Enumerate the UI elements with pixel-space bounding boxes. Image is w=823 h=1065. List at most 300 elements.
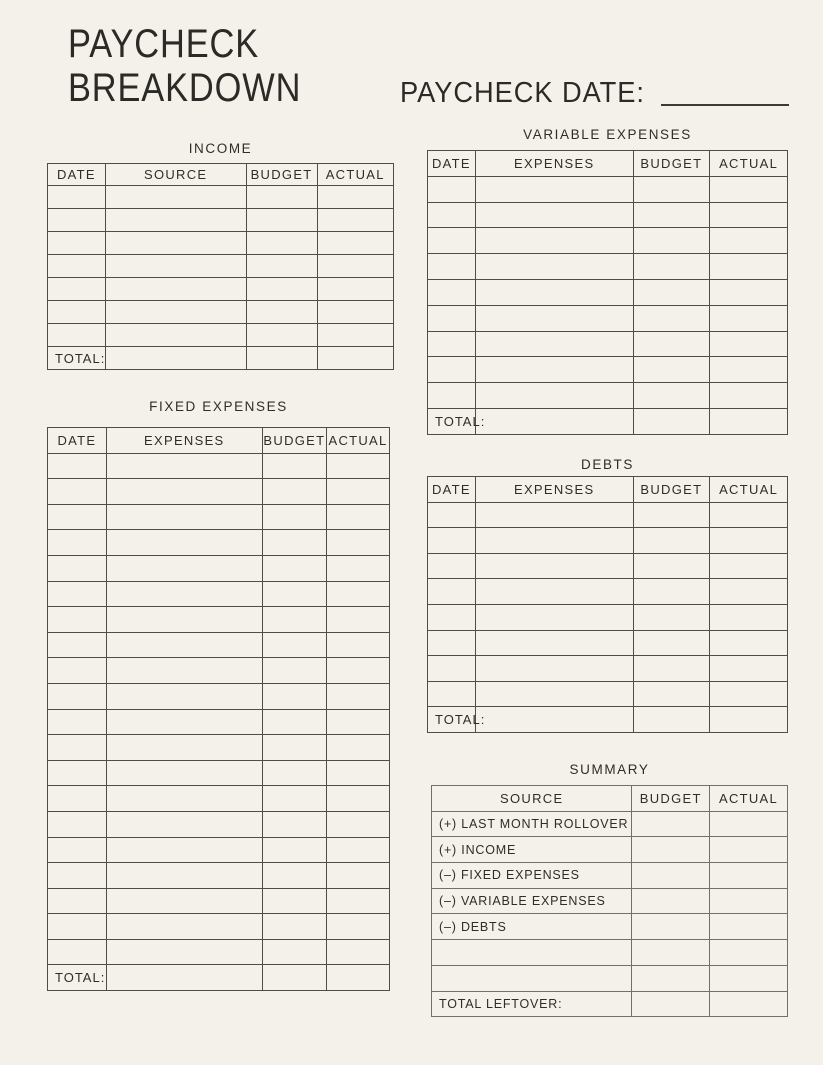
fixed_expenses-row [48,581,390,607]
debts-cell [475,528,633,554]
income-total-label: TOTAL: [48,347,106,370]
variable_expenses-cell [633,279,710,305]
income-cell [48,324,106,347]
fixed_expenses-cell [106,735,262,761]
summary-row [432,965,788,991]
variable_expenses-cell [475,202,633,228]
fixed_expenses-cell [106,786,262,812]
variable_expenses-cell [633,331,710,357]
income-cell [105,347,246,370]
variable_expenses-row [428,383,788,409]
fixed_expenses-cell [327,965,390,991]
variable_expenses-row [428,202,788,228]
variable_expenses-cell [633,305,710,331]
fixed_expenses-cell [262,504,326,530]
fixed_expenses-cell [262,555,326,581]
variable_expenses-cell [633,176,710,202]
fixed_expenses-col-header-budget: BUDGET [262,428,326,454]
summary-table [431,785,788,1017]
income-col-header-date: DATE [48,164,106,186]
variable_expenses-row [428,331,788,357]
fixed_expenses-cell [48,760,107,786]
fixed_expenses-header-row [48,428,390,454]
fixed_expenses-row [48,453,390,479]
fixed_expenses-cell [327,632,390,658]
income-cell [246,278,317,301]
summary-total-label: TOTAL LEFTOVER: [432,991,632,1017]
fixed_expenses-row [48,735,390,761]
income-cell [48,278,106,301]
summary-row [432,863,788,889]
variable_expenses-row [428,254,788,280]
debts-cell [633,630,710,656]
variable_expenses-cell [428,357,476,383]
fixed_expenses-cell [327,837,390,863]
fixed_expenses-row [48,530,390,556]
fixed_expenses-cell [262,530,326,556]
fixed_expenses-row [48,683,390,709]
summary-header-row [432,786,788,812]
debts-cell [428,502,476,528]
income-row [48,255,394,278]
fixed_expenses-row [48,479,390,505]
fixed_expenses-cell [327,504,390,530]
variable_expenses-cell [428,331,476,357]
variable_expenses-cell [428,202,476,228]
summary-cell [632,914,710,940]
debts-cell [475,681,633,707]
fixed_expenses-cell [106,888,262,914]
income-table-container [47,163,394,370]
variable_expenses-cell [475,228,633,254]
income-cell [246,209,317,232]
fixed_expenses-cell [262,965,326,991]
summary-cell [710,991,788,1017]
fixed_expenses-cell [327,607,390,633]
variable_expenses-col-header-budget: BUDGET [633,151,710,177]
income-row [48,186,394,209]
fixed_expenses-cell [106,965,262,991]
income-row [48,301,394,324]
fixed_expenses-row [48,786,390,812]
summary-row-label: (+) LAST MONTH ROLLOVER [432,811,632,837]
summary-row [432,940,788,966]
fixed_expenses-cell [327,683,390,709]
fixed_expenses-cell [106,504,262,530]
fixed_expenses-cell [327,658,390,684]
fixed_expenses-cell [106,581,262,607]
fixed_expenses-cell [106,914,262,940]
income-cell [105,324,246,347]
summary-row [432,888,788,914]
fixed_expenses-total-label: TOTAL: [48,965,107,991]
fixed_expenses-cell [262,479,326,505]
debts-table [427,476,788,733]
variable_expenses-cell [633,408,710,434]
debts-cell [475,656,633,682]
debts-cell [475,630,633,656]
variable_expenses-cell [633,254,710,280]
debts-cell [428,656,476,682]
variable_expenses-col-header-actual: ACTUAL [710,151,788,177]
debts-cell [633,604,710,630]
summary-total-row [432,991,788,1017]
variable_expenses-row [428,357,788,383]
fixed_expenses-cell [262,914,326,940]
summary-cell [632,940,710,966]
fixed_expenses-cell [48,581,107,607]
fixed_expenses-cell [48,658,107,684]
summary-cell [710,837,788,863]
fixed_expenses-cell [106,479,262,505]
fixed_expenses-cell [106,709,262,735]
debts-col-header-date: DATE [428,477,476,503]
variable_expenses-cell [475,305,633,331]
fixed_expenses-cell [327,555,390,581]
page-title-line-2: BREAKDOWN [68,66,302,110]
fixed_expenses-cell [106,837,262,863]
fixed_expenses-cell [48,735,107,761]
income-col-header-source: SOURCE [105,164,246,186]
fixed_expenses-cell [327,888,390,914]
debts-cell [710,579,788,605]
debts-cell [475,553,633,579]
variable_expenses-cell [428,305,476,331]
fixed_expenses-cell [262,632,326,658]
fixed_expenses-row [48,632,390,658]
fixed_expenses-cell [106,555,262,581]
fixed_expenses-cell [327,786,390,812]
debts-cell [633,681,710,707]
summary-row [432,914,788,940]
debts-cell [428,630,476,656]
debts-cell [633,579,710,605]
variable_expenses-cell [428,176,476,202]
income-cell [105,209,246,232]
fixed_expenses-row [48,607,390,633]
summary-cell [632,811,710,837]
fixed_expenses-cell [106,658,262,684]
summary-row-label: (–) VARIABLE EXPENSES [432,888,632,914]
page-title-line-1: PAYCHECK [68,22,260,66]
fixed_expenses-cell [48,811,107,837]
summary-cell [710,888,788,914]
fixed-expenses-table-container [47,427,390,991]
variable_expenses-cell [710,228,788,254]
fixed_expenses-cell [262,735,326,761]
fixed_expenses-cell [327,914,390,940]
fixed_expenses-cell [48,607,107,633]
fixed_expenses-cell [262,709,326,735]
fixed_expenses-row [48,888,390,914]
fixed_expenses-cell [48,786,107,812]
income-section [47,142,394,370]
fixed_expenses-cell [262,607,326,633]
summary-cell [632,991,710,1017]
income-cell [48,301,106,324]
summary-cell [632,965,710,991]
debts-cell [633,528,710,554]
fixed_expenses-cell [262,453,326,479]
income-header-row [48,164,394,186]
variable_expenses-cell [633,383,710,409]
paycheck-date-label: PAYCHECK DATE: [400,77,645,109]
fixed_expenses-cell [48,632,107,658]
debts-col-header-expenses: EXPENSES [475,477,633,503]
fixed_expenses-row [48,914,390,940]
debts-col-header-actual: ACTUAL [710,477,788,503]
fixed_expenses-cell [106,811,262,837]
fixed_expenses-col-header-date: DATE [48,428,107,454]
debts-cell [710,681,788,707]
income-section-title: INCOME [188,141,253,156]
debts-cell [710,656,788,682]
fixed_expenses-cell [327,709,390,735]
summary-cell [632,837,710,863]
debts-table-container [427,476,788,733]
debts-col-header-budget: BUDGET [633,477,710,503]
fixed_expenses-cell [106,530,262,556]
variable_expenses-cell [633,202,710,228]
fixed_expenses-col-header-expenses: EXPENSES [106,428,262,454]
variable_expenses-row [428,228,788,254]
variable_expenses-cell [428,254,476,280]
variable_expenses-col-header-date: DATE [428,151,476,177]
summary-cell [710,914,788,940]
summary-row [432,811,788,837]
variable_expenses-cell [475,279,633,305]
fixed_expenses-cell [327,453,390,479]
fixed_expenses-cell [48,479,107,505]
income-col-header-budget: BUDGET [246,164,317,186]
debts-cell [710,553,788,579]
income-cell [48,186,106,209]
variable_expenses-col-header-expenses: EXPENSES [475,151,633,177]
summary-section [431,763,788,1017]
debts-row [428,528,788,554]
debts-cell [710,528,788,554]
income-cell [317,324,393,347]
income-cell [48,232,106,255]
debts-total-label: TOTAL: [428,707,476,733]
income-table [47,163,394,370]
variable_expenses-total-row [428,408,788,434]
debts-cell [428,528,476,554]
fixed_expenses-cell [48,914,107,940]
income-cell [317,301,393,324]
income-cell [317,209,393,232]
variable_expenses-row [428,279,788,305]
variable_expenses-cell [428,228,476,254]
debts-cell [710,502,788,528]
summary-col-header-source: SOURCE [432,786,632,812]
debts-header-row [428,477,788,503]
variable_expenses-cell [633,357,710,383]
income-cell [246,301,317,324]
fixed_expenses-cell [106,453,262,479]
income-col-header-actual: ACTUAL [317,164,393,186]
income-cell [105,278,246,301]
variable_expenses-cell [633,228,710,254]
fixed_expenses-cell [48,939,107,965]
summary-row-label: (–) FIXED EXPENSES [432,863,632,889]
debts-cell [710,604,788,630]
fixed_expenses-cell [327,479,390,505]
fixed_expenses-cell [48,683,107,709]
income-cell [105,255,246,278]
income-row [48,324,394,347]
fixed_expenses-cell [106,607,262,633]
variable_expenses-cell [475,357,633,383]
variable_expenses-cell [710,305,788,331]
variable_expenses-cell [710,408,788,434]
variable_expenses-cell [710,331,788,357]
fixed_expenses-cell [48,504,107,530]
debts-cell [475,604,633,630]
variable_expenses-header-row [428,151,788,177]
fixed_expenses-cell [327,581,390,607]
variable_expenses-cell [710,202,788,228]
debts-section-title: DEBTS [580,457,634,472]
debts-cell [710,707,788,733]
variable_expenses-row [428,176,788,202]
variable_expenses-cell [710,383,788,409]
variable_expenses-table [427,150,788,435]
debts-cell [428,681,476,707]
fixed_expenses-cell [106,760,262,786]
variable-expenses-section-title: VARIABLE EXPENSES [523,127,692,142]
income-row [48,232,394,255]
variable_expenses-cell [710,357,788,383]
income-total-row [48,347,394,370]
income-cell [246,255,317,278]
fixed_expenses-row [48,837,390,863]
fixed_expenses-cell [327,735,390,761]
fixed_expenses-cell [48,453,107,479]
fixed_expenses-cell [262,939,326,965]
variable_expenses-cell [475,254,633,280]
income-cell [48,255,106,278]
fixed_expenses-cell [262,888,326,914]
debts-cell [633,502,710,528]
summary-cell [432,940,632,966]
fixed_expenses-cell [327,939,390,965]
variable_expenses-cell [710,279,788,305]
income-cell [48,209,106,232]
debts-cell [633,553,710,579]
income-row [48,209,394,232]
fixed_expenses-row [48,504,390,530]
variable_expenses-cell [428,279,476,305]
summary-cell [710,811,788,837]
variable_expenses-row [428,305,788,331]
variable_expenses-cell [710,254,788,280]
fixed_expenses-cell [48,837,107,863]
paycheck-date-row [400,78,789,108]
page-title [68,22,301,110]
income-cell [317,232,393,255]
income-cell [246,186,317,209]
summary-cell [432,965,632,991]
fixed_expenses-cell [106,683,262,709]
summary-cell [632,863,710,889]
variable_expenses-cell [475,176,633,202]
income-cell [317,347,393,370]
fixed_expenses-cell [262,863,326,889]
debts-row [428,579,788,605]
summary-row [432,837,788,863]
debts-cell [428,579,476,605]
income-cell [246,347,317,370]
fixed_expenses-cell [262,683,326,709]
debts-cell [633,656,710,682]
income-cell [105,186,246,209]
summary-row-label: (–) DEBTS [432,914,632,940]
fixed_expenses-cell [48,888,107,914]
debts-row [428,656,788,682]
debts-row [428,681,788,707]
fixed_expenses-cell [327,863,390,889]
fixed_expenses-table [47,427,390,991]
fixed_expenses-cell [106,632,262,658]
fixed_expenses-row [48,709,390,735]
income-cell [246,232,317,255]
fixed_expenses-cell [48,863,107,889]
fixed_expenses-cell [262,581,326,607]
summary-cell [632,888,710,914]
fixed_expenses-cell [327,811,390,837]
income-cell [317,278,393,301]
variable_expenses-total-label: TOTAL: [428,408,476,434]
fixed_expenses-cell [262,658,326,684]
variable_expenses-cell [475,331,633,357]
debts-cell [633,707,710,733]
summary-table-container [431,785,788,1017]
income-row [48,278,394,301]
variable_expenses-cell [710,176,788,202]
fixed_expenses-row [48,863,390,889]
summary-row-label: (+) INCOME [432,837,632,863]
fixed_expenses-cell [262,837,326,863]
fixed_expenses-col-header-actual: ACTUAL [327,428,390,454]
debts-total-row [428,707,788,733]
summary-cell [710,940,788,966]
fixed_expenses-cell [48,709,107,735]
fixed_expenses-cell [106,863,262,889]
fixed_expenses-cell [327,760,390,786]
fixed-expenses-section [47,400,390,991]
paycheck-date-blank-line [661,104,789,106]
debts-cell [475,579,633,605]
debts-section [427,458,788,733]
debts-cell [475,707,633,733]
debts-row [428,502,788,528]
variable-expenses-table-container [427,150,788,435]
fixed_expenses-cell [48,530,107,556]
fixed_expenses-row [48,658,390,684]
fixed_expenses-row [48,555,390,581]
fixed_expenses-cell [106,939,262,965]
summary-cell [710,863,788,889]
debts-row [428,630,788,656]
summary-col-header-actual: ACTUAL [710,786,788,812]
debts-row [428,553,788,579]
debts-cell [428,604,476,630]
fixed_expenses-row [48,760,390,786]
income-cell [317,186,393,209]
debts-cell [710,630,788,656]
summary-col-header-budget: BUDGET [632,786,710,812]
